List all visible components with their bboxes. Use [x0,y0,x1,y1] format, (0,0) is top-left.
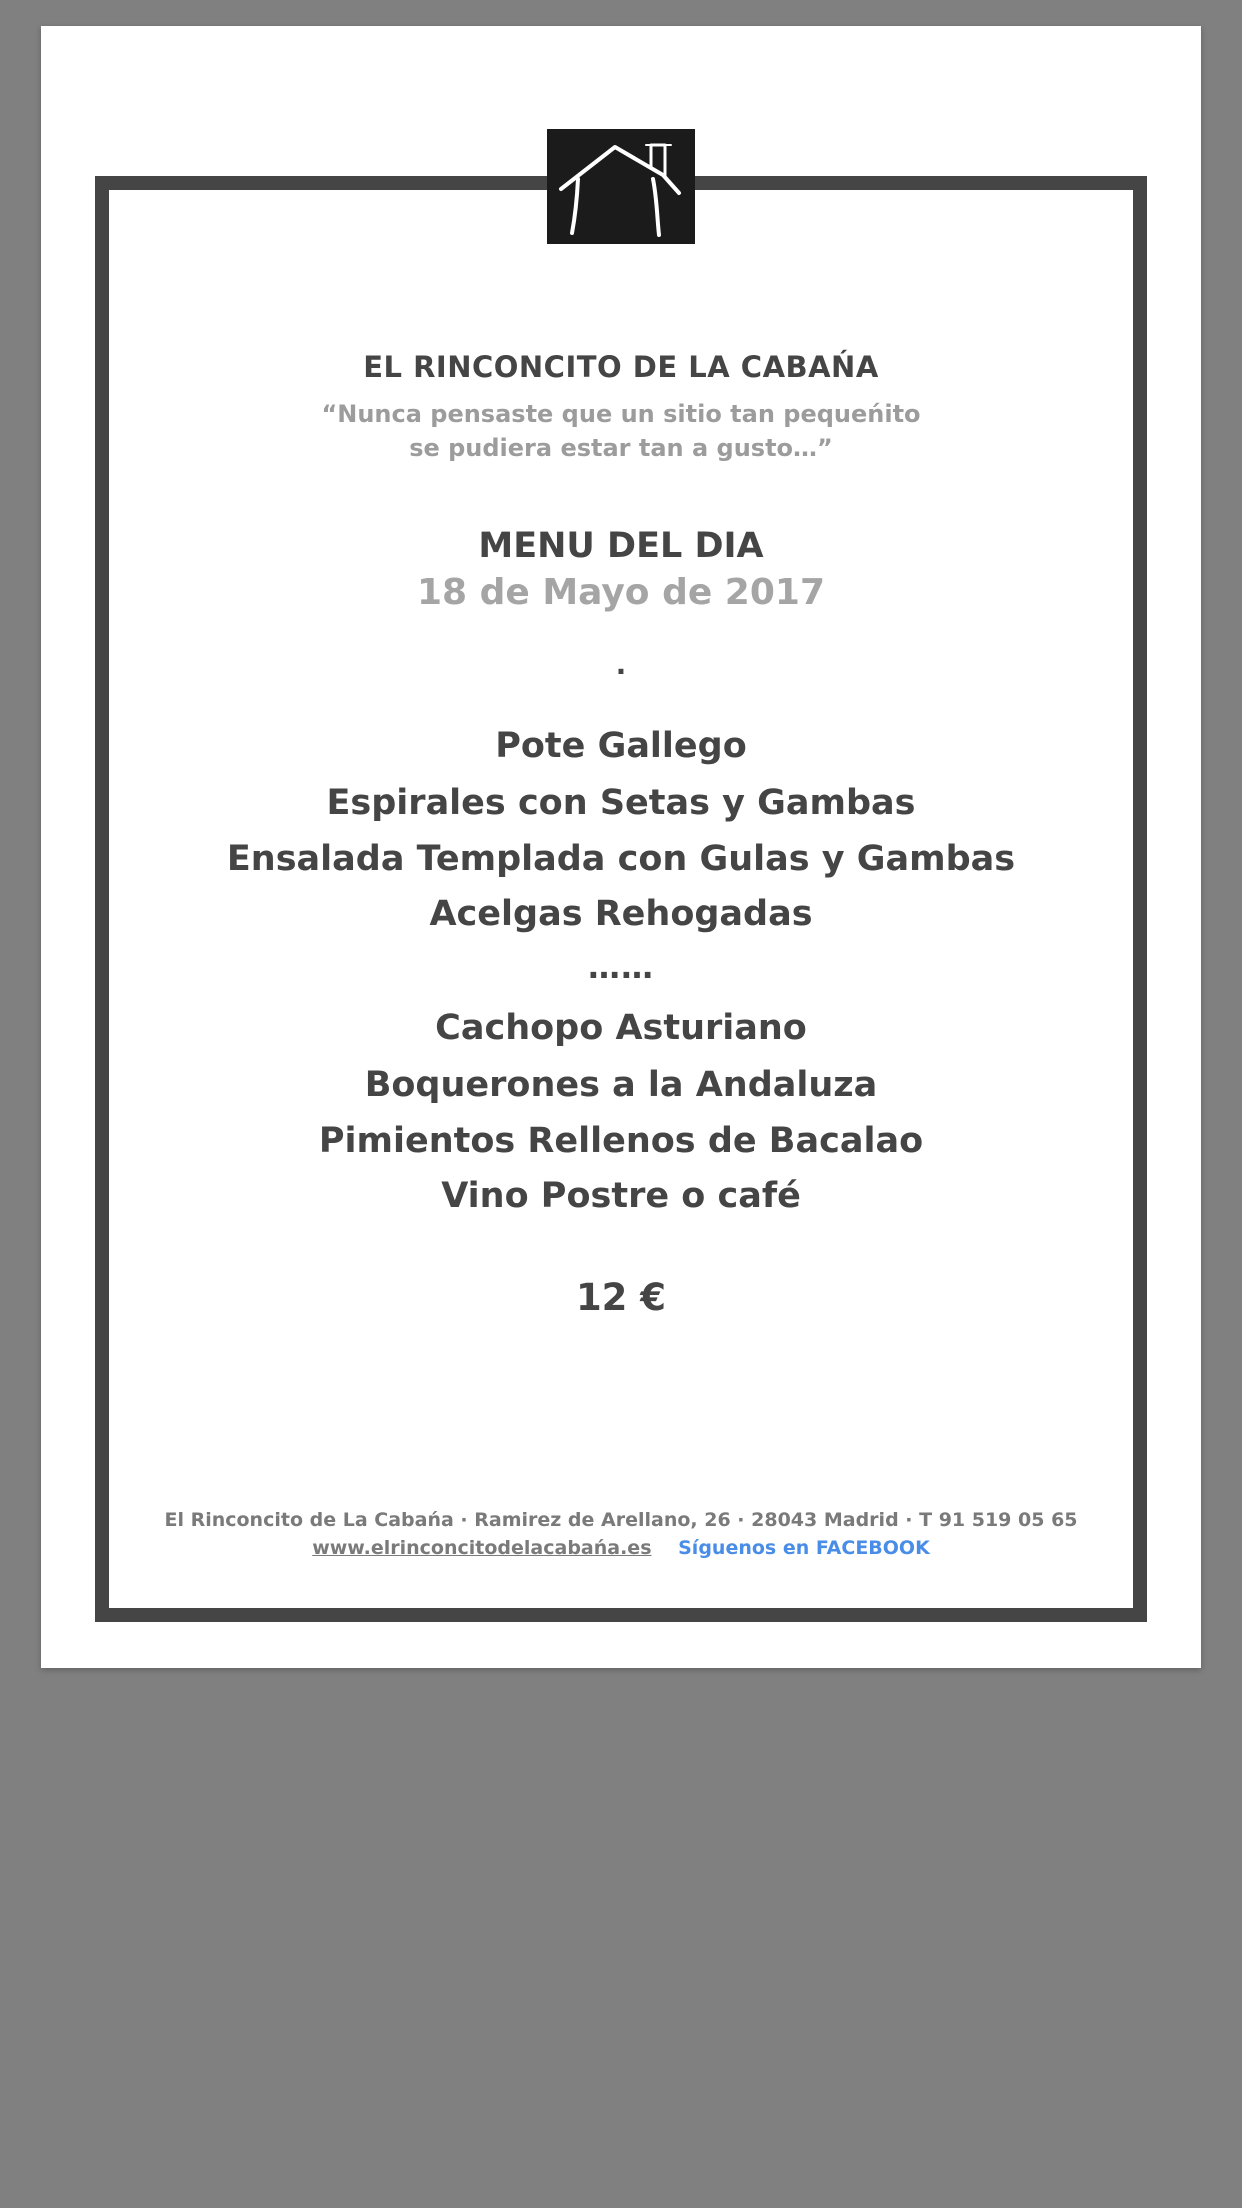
footer-links [41,1537,1201,1559]
first-course-item: Acelgas Rehogadas [429,894,813,934]
menu-date: 18 de Mayo de 2017 [416,572,825,613]
facebook-link[interactable]: Síguenos en FACEBOOK [678,1537,930,1559]
second-course-item: Vino Postre o café [441,1176,801,1216]
menu-dot: . [615,648,627,681]
restaurant-name: EL RINCONCITO DE LA CABAŃA [363,350,879,384]
footer-address: El Rinconcito de La Cabańa · Ramirez de Arellano, 26 · 28043 Madrid · T 91 519 05 65 [164,1509,1078,1531]
course-separator: …… [588,948,654,986]
first-course-item: Pote Gallego [495,726,747,766]
tagline-line-1: “Nunca pensaste que un sitio tan pequeńito [321,400,921,428]
second-course-item: Cachopo Asturiano [435,1008,807,1048]
second-course-item: Boquerones a la Andaluza [364,1065,878,1105]
first-course-item: Espirales con Setas y Gambas [326,783,916,823]
menu-price: 12 € [575,1276,667,1319]
first-course-item: Ensalada Templada con Gulas y Gambas [226,839,1016,879]
second-course-item: Pimientos Rellenos de Bacalao [318,1121,924,1161]
website-link[interactable]: www.elrinconcitodelacabańa.es [312,1537,652,1559]
menu-sheet [41,26,1201,1668]
house-logo-icon [547,129,695,244]
tagline-line-2: se pudiera estar tan a gusto…” [409,434,833,462]
menu-heading: MENU DEL DIA [478,526,764,566]
